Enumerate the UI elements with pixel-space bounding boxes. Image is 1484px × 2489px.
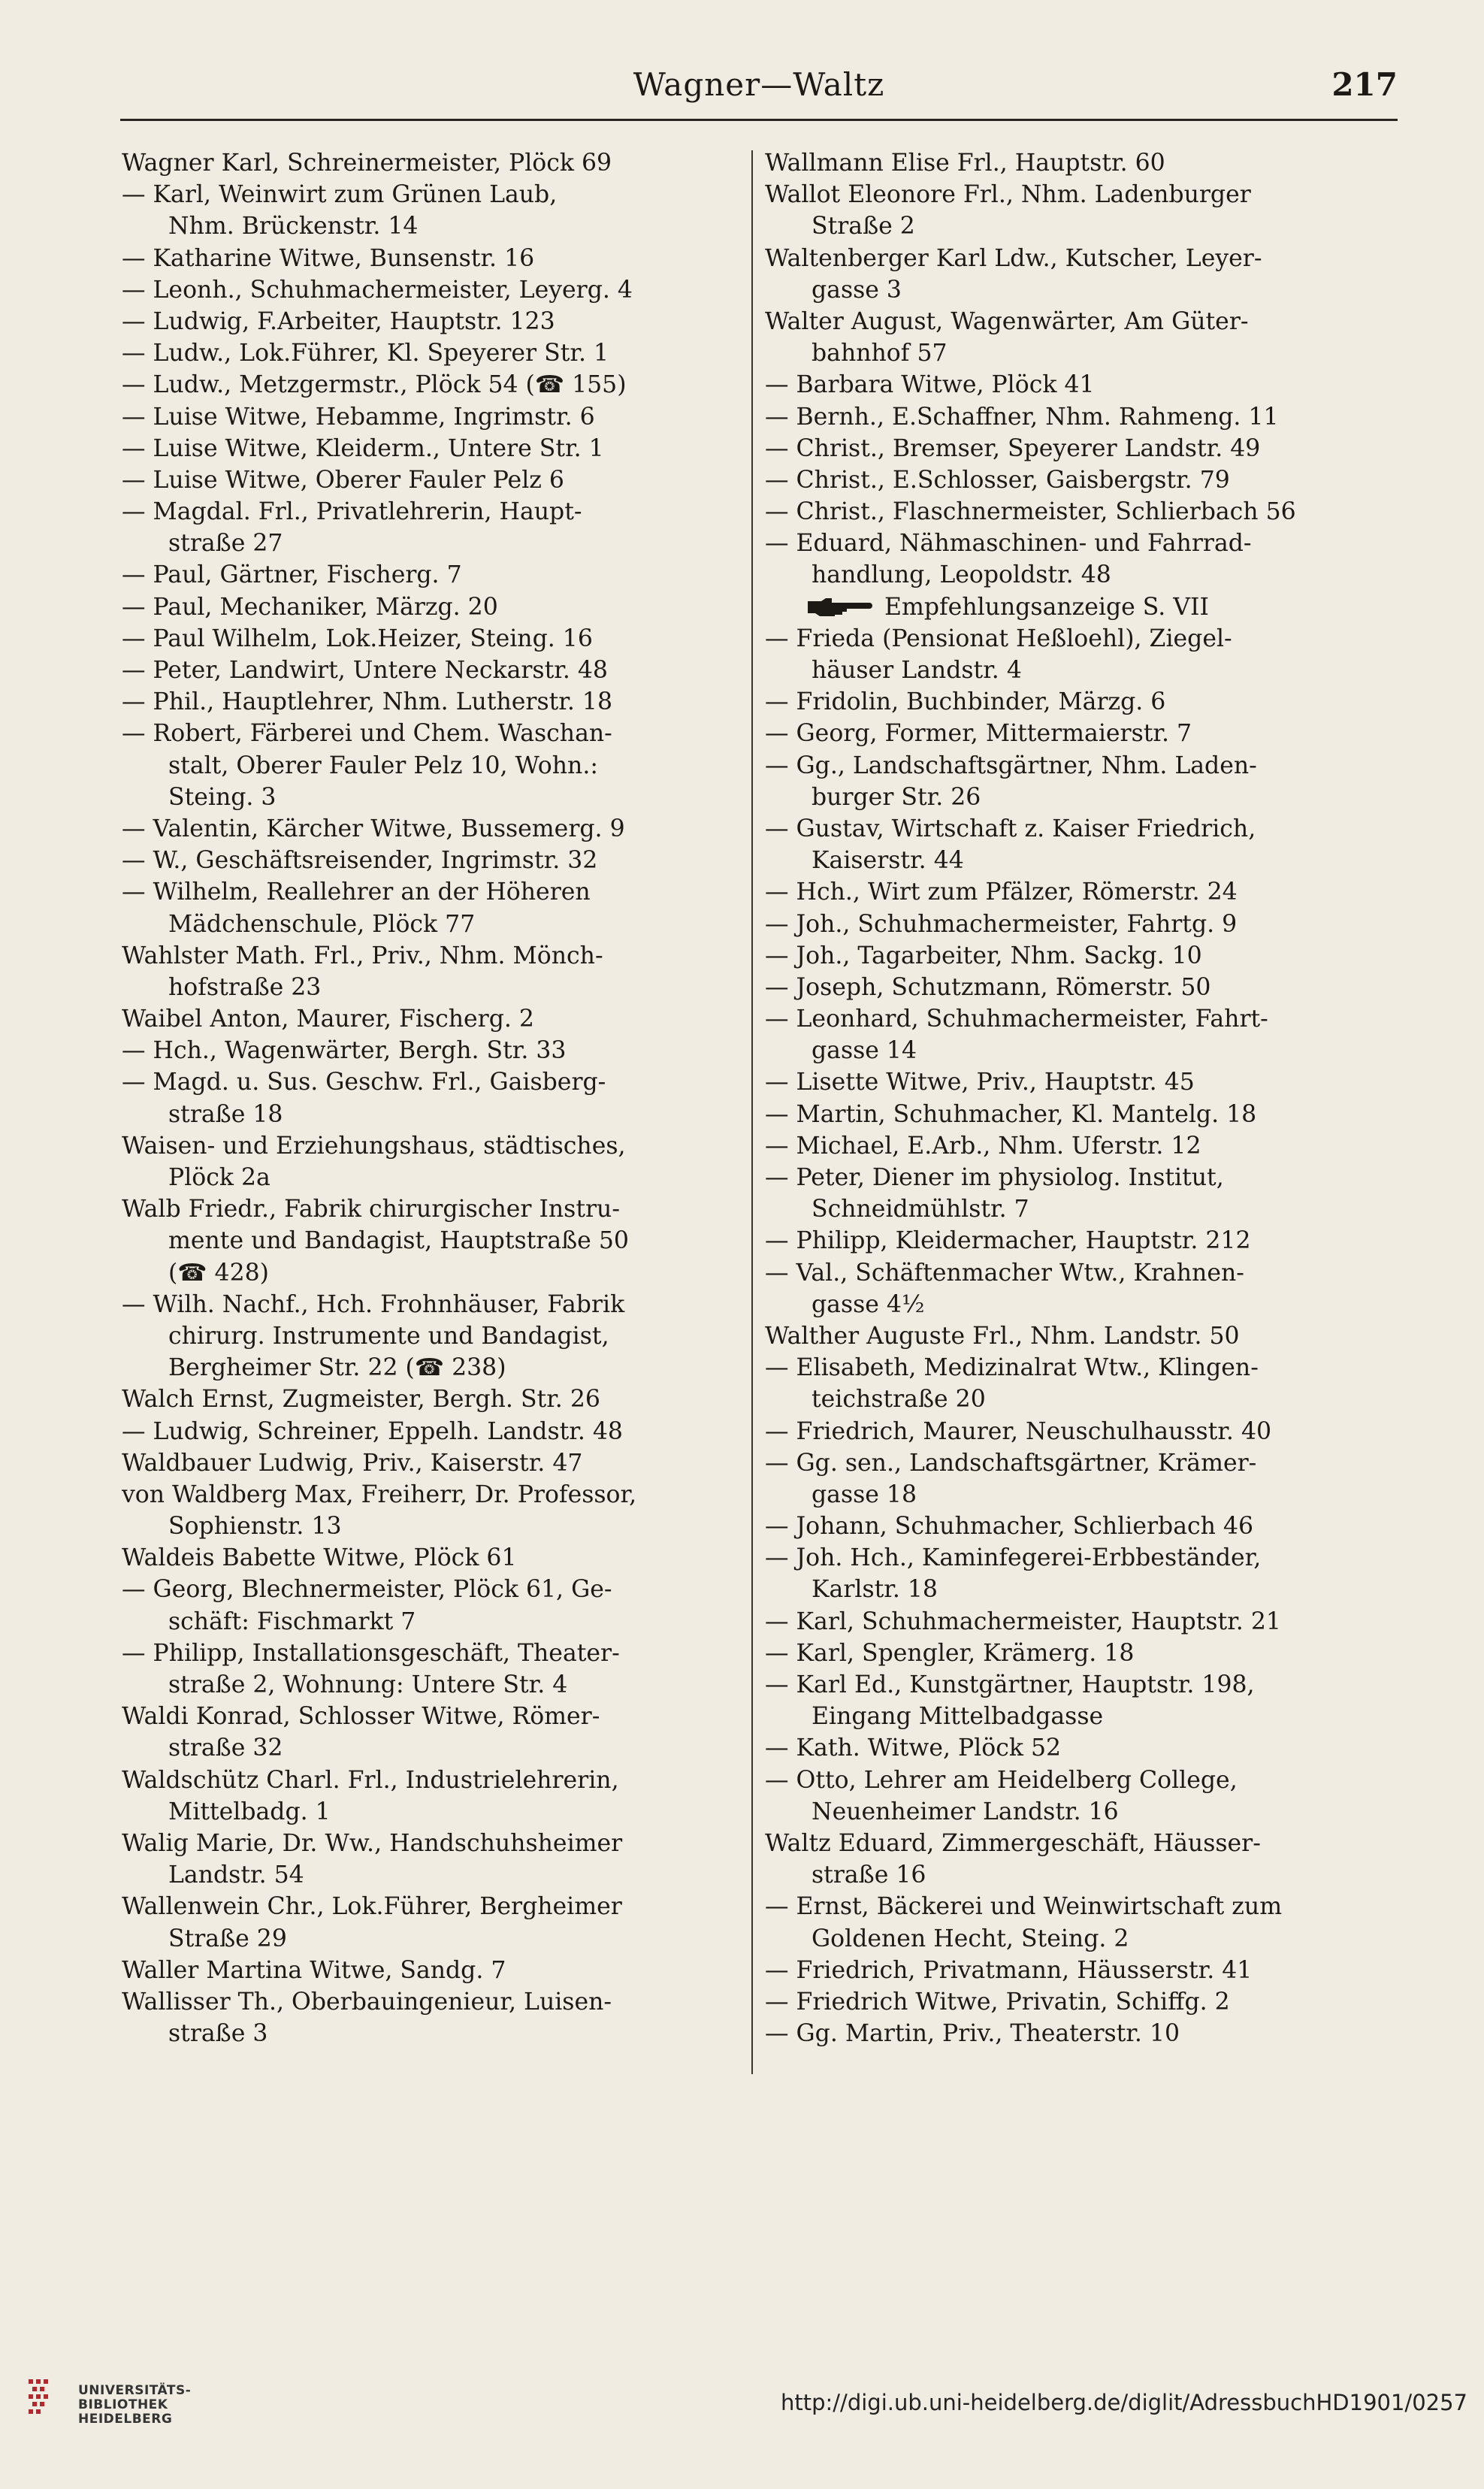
directory-entry-line [122, 528, 723, 559]
directory-entry-line [122, 1511, 723, 1542]
entry-text: Wallmann Elise Frl., Hauptstr. 60 [765, 150, 1165, 177]
directory-entry-line [122, 909, 723, 940]
entry-text: straße 2, Wohnung: Untere Str. 4 [168, 1671, 568, 1698]
directory-entry-line [122, 1099, 723, 1130]
directory-entry-line [122, 1193, 723, 1225]
directory-entry-line [122, 1130, 723, 1162]
entry-text: — Ludwig, F.Arbeiter, Hauptstr. 123 [122, 307, 555, 335]
directory-entry-line [765, 1320, 1366, 1352]
entry-text: mente und Bandagist, Hauptstraße 50 [168, 1227, 629, 1255]
entry-text: — Paul, Gärtner, Fischerg. 7 [122, 561, 462, 589]
entry-text: Mittelbadg. 1 [168, 1798, 331, 1825]
directory-entry-line [765, 782, 1366, 813]
entry-text: stalt, Oberer Fauler Pelz 10, Wohn.: [168, 752, 598, 779]
entry-text: — Hch., Wirt zum Pfälzer, Römerstr. 24 [765, 879, 1238, 906]
directory-entry-line [122, 940, 723, 972]
entry-text: — Johann, Schuhmacher, Schlierbach 46 [765, 1513, 1254, 1541]
entry-text: — Bernh., E.Schaffner, Nhm. Rahmeng. 11 [765, 403, 1279, 431]
entry-text: — Philipp, Kleidermacher, Hauptstr. 212 [765, 1227, 1251, 1255]
entry-text: gasse 14 [812, 1037, 917, 1065]
entry-text: (☎ 428) [168, 1259, 269, 1287]
directory-entry-line [122, 147, 723, 179]
entry-text: — Gg. Martin, Priv., Theaterstr. 10 [765, 2020, 1180, 2048]
entry-text: Wahlster Math. Frl., Priv., Nhm. Mönch- [122, 942, 603, 969]
library-name-line: UNIVERSITÄTS- [78, 2383, 192, 2398]
directory-entry-line [122, 243, 723, 274]
directory-entry-line [765, 750, 1366, 782]
directory-entry-line [765, 1035, 1366, 1066]
directory-entry-line [122, 1859, 723, 1891]
entry-text: — Martin, Schuhmacher, Kl. Mantelg. 18 [765, 1100, 1257, 1128]
entry-text: — Christ., Bremser, Speyerer Landstr. 49 [765, 434, 1261, 462]
entry-text: — Karl Ed., Kunstgärtner, Hauptstr. 198, [765, 1671, 1255, 1698]
column-divider [751, 150, 753, 2074]
entry-text: — Joh. Hch., Kaminfegerei-Erbbeständer, [765, 1544, 1262, 1572]
directory-entry-line [765, 464, 1366, 496]
directory-entry-line [122, 591, 723, 623]
directory-entry-line [122, 401, 723, 433]
advertisement-reference [765, 591, 1366, 623]
directory-entry-line [122, 1066, 723, 1098]
entry-text: — Friedrich, Privatmann, Häusserstr. 41 [765, 1956, 1253, 1984]
entry-text: — Luise Witwe, Hebamme, Ingrimstr. 6 [122, 403, 595, 431]
directory-entry-line [765, 274, 1366, 306]
directory-entry-line [765, 147, 1366, 179]
directory-entry-line [765, 1193, 1366, 1225]
directory-entry-line [765, 1796, 1366, 1828]
directory-entry-line [765, 1130, 1366, 1162]
header-rule [120, 119, 1398, 121]
directory-entry-line [765, 1638, 1366, 1669]
entry-text: — Luise Witwe, Kleiderm., Untere Str. 1 [122, 434, 604, 462]
entry-text: — Frieda (Pensionat Heßloehl), Ziegel- [765, 625, 1232, 652]
directory-entry-line [765, 1447, 1366, 1479]
directory-entry-line [122, 1416, 723, 1447]
entry-text: — Gg. sen., Landschaftsgärtner, Krämer- [765, 1449, 1257, 1477]
entry-text: — Peter, Diener im physiolog. Institut, [765, 1164, 1224, 1191]
directory-entry-line [765, 876, 1366, 908]
directory-entry-line [122, 496, 723, 528]
directory-entry-line [765, 179, 1366, 210]
directory-entry-line [122, 1765, 723, 1796]
entry-text: — Gg., Landschaftsgärtner, Nhm. Laden- [765, 752, 1257, 779]
directory-entry-line [765, 972, 1366, 1003]
entry-text: hofstraße 23 [168, 973, 322, 1001]
entry-text: Walter August, Wagenwärter, Am Güter- [765, 307, 1249, 335]
directory-entry-line [765, 1923, 1366, 1955]
running-title: Wagner—Waltz [633, 66, 885, 103]
directory-entry-line [765, 306, 1366, 337]
directory-entry-line [765, 243, 1366, 274]
entry-text: Wallot Eleonore Frl., Nhm. Ladenburger [765, 181, 1251, 209]
entry-text: — Katharine Witwe, Bunsenstr. 16 [122, 244, 535, 272]
entry-text: — Eduard, Nähmaschinen- und Fahrrad- [765, 530, 1252, 558]
entry-text: — Elisabeth, Medizinalrat Wtw., Klingen- [765, 1354, 1259, 1382]
entry-text: — Joseph, Schutzmann, Römerstr. 50 [765, 973, 1211, 1001]
library-name [78, 2384, 191, 2427]
entry-text: — Paul Wilhelm, Lok.Heizer, Steing. 16 [122, 625, 593, 652]
entry-text: handlung, Leopoldstr. 48 [812, 561, 1111, 589]
directory-entry-line [122, 1003, 723, 1035]
entry-text: Wallisser Th., Oberbauingenieur, Luisen- [122, 1988, 612, 2016]
directory-entry-line [765, 1511, 1366, 1542]
entry-text: von Waldberg Max, Freiherr, Dr. Professor, [122, 1480, 637, 1508]
entry-text: straße 16 [812, 1861, 926, 1889]
library-name-line: HEIDELBERG [78, 2412, 173, 2427]
directory-entry-line [122, 972, 723, 1003]
directory-entry-line [122, 1732, 723, 1764]
directory-entry-line [765, 655, 1366, 686]
directory-entry-line [122, 686, 723, 718]
directory-entry-line [765, 1574, 1366, 1605]
entry-text: — Magdal. Frl., Privatlehrerin, Haupt- [122, 498, 582, 526]
entry-text: Bergheimer Str. 22 (☎ 238) [168, 1354, 506, 1382]
entry-text: Waldschütz Charl. Frl., Industrielehrerin, [122, 1766, 619, 1794]
directory-entry-line [122, 559, 723, 591]
entry-text: chirurg. Instrumente und Bandagist, [168, 1322, 609, 1350]
directory-entry-line [765, 369, 1366, 401]
directory-entry-line [122, 179, 723, 210]
entry-text: — Ernst, Bäckerei und Weinwirtschaft zum [765, 1893, 1283, 1921]
pointing-hand-icon [806, 595, 874, 618]
entry-text: Walch Ernst, Zugmeister, Bergh. Str. 26 [122, 1386, 600, 1414]
entry-text: Waltz Eduard, Zimmergeschäft, Häusser- [765, 1829, 1261, 1857]
directory-entry-line [765, 559, 1366, 591]
entry-text: Goldenen Hecht, Steing. 2 [812, 1925, 1129, 1952]
entry-text: — Michael, E.Arb., Nhm. Uferstr. 12 [765, 1132, 1201, 1160]
entry-text: — Ludwig, Schreiner, Eppelh. Landstr. 48 [122, 1417, 623, 1445]
directory-entry-line [765, 1003, 1366, 1035]
directory-entry-line [122, 1289, 723, 1320]
directory-entry-line [765, 496, 1366, 528]
directory-entry-line [765, 1099, 1366, 1130]
entry-text: — Hch., Wagenwärter, Bergh. Str. 33 [122, 1037, 567, 1065]
source-url-link[interactable]: http://digi.ub.uni-heidelberg.de/diglit/AdressbuchHD1901/0257 [780, 2390, 1467, 2415]
directory-entry-line [122, 750, 723, 782]
entry-text: Empfehlungsanzeige S. VII [884, 593, 1209, 621]
directory-entry-line [122, 1162, 723, 1193]
entry-text: schäft: Fischmarkt 7 [168, 1607, 416, 1635]
directory-entry-line [765, 1066, 1366, 1098]
directory-entry-line [122, 1986, 723, 2018]
entry-text: Wallenwein Chr., Lok.Führer, Bergheimer [122, 1893, 622, 1921]
directory-entry-line [122, 306, 723, 337]
entry-text: — Lisette Witwe, Priv., Hauptstr. 45 [765, 1069, 1195, 1096]
directory-entry-line [765, 1384, 1366, 1415]
entry-text: straße 32 [168, 1734, 283, 1762]
entry-text: — Otto, Lehrer am Heidelberg College, [765, 1766, 1238, 1794]
directory-entry-line [765, 1701, 1366, 1732]
entry-text: — Christ., E.Schlosser, Gaisbergstr. 79 [765, 466, 1230, 494]
entry-text: — W., Geschäftsreisender, Ingrimstr. 32 [122, 847, 598, 875]
entry-text: Karlstr. 18 [812, 1576, 938, 1604]
directory-entry-line [122, 210, 723, 242]
directory-entry-line [765, 1225, 1366, 1257]
entry-text: Plöck 2a [168, 1164, 271, 1191]
directory-entry-line [765, 845, 1366, 876]
directory-entry-line [765, 623, 1366, 655]
entry-text: — Leonhard, Schuhmachermeister, Fahrt- [765, 1006, 1268, 1033]
entry-text: häuser Landstr. 4 [812, 657, 1022, 684]
directory-entry-line [122, 1701, 723, 1732]
library-seal-icon [26, 2375, 71, 2427]
directory-entry-line [765, 1859, 1366, 1891]
directory-entry-line [122, 1479, 723, 1511]
entry-text: Straße 29 [168, 1925, 287, 1952]
entry-text: straße 27 [168, 530, 283, 558]
entry-text: — Friedrich Witwe, Privatin, Schiffg. 2 [765, 1988, 1230, 2016]
directory-entry-line [765, 337, 1366, 369]
directory-entry-line [765, 1352, 1366, 1384]
directory-entry-line [122, 655, 723, 686]
directory-entry-line [765, 1765, 1366, 1796]
directory-entry-line [765, 1669, 1366, 1701]
entry-text: burger Str. 26 [812, 783, 981, 811]
page-number: 217 [1331, 66, 1398, 103]
entry-text: Nhm. Brückenstr. 14 [168, 213, 419, 240]
entry-text: — Kath. Witwe, Plöck 52 [765, 1734, 1062, 1762]
directory-entry-line [765, 1606, 1366, 1638]
right-column [765, 147, 1366, 2049]
entry-text: — Joh., Tagarbeiter, Nhm. Sackg. 10 [765, 942, 1202, 969]
directory-entry-line [122, 1257, 723, 1289]
directory-entry-line [765, 1289, 1366, 1320]
directory-entry-line [122, 433, 723, 464]
entry-text: — Gustav, Wirtschaft z. Kaiser Friedrich, [765, 815, 1256, 842]
entry-text: Landstr. 54 [168, 1861, 304, 1889]
directory-entry-line [122, 845, 723, 876]
entry-text: bahnhof 57 [812, 340, 948, 367]
directory-entry-line [122, 1828, 723, 1859]
directory-entry-line [765, 2018, 1366, 2049]
entry-text: Kaiserstr. 44 [812, 847, 964, 875]
directory-entry-line [765, 718, 1366, 749]
entry-text: straße 3 [168, 2020, 268, 2048]
entry-text: — Karl, Weinwirt zum Grünen Laub, [122, 181, 558, 209]
directory-entry-line [122, 1923, 723, 1955]
directory-entry-line [122, 337, 723, 369]
directory-entry-line [122, 2018, 723, 2049]
directory-entry-line [765, 1986, 1366, 2018]
directory-entry-line [122, 369, 723, 401]
directory-entry-line [122, 1669, 723, 1701]
directory-entry-line [122, 718, 723, 749]
entry-text: — Georg, Former, Mittermaierstr. 7 [765, 720, 1192, 748]
directory-entry-line [122, 1606, 723, 1638]
entry-text: — Phil., Hauptlehrer, Nhm. Lutherstr. 18 [122, 688, 612, 716]
entry-text: Schneidmühlstr. 7 [812, 1196, 1029, 1223]
entry-text: — Peter, Landwirt, Untere Neckarstr. 48 [122, 657, 608, 684]
library-logo[interactable] [26, 2375, 251, 2465]
directory-entry-line [765, 210, 1366, 242]
entry-text: — Barbara Witwe, Plöck 41 [765, 371, 1095, 399]
entry-text: — Luise Witwe, Oberer Fauler Pelz 6 [122, 466, 564, 494]
entry-text: — Robert, Färberei und Chem. Waschan- [122, 720, 612, 748]
entry-text: Waldeis Babette Witwe, Plöck 61 [122, 1544, 517, 1572]
directory-entry-line [765, 1162, 1366, 1193]
entry-text: gasse 18 [812, 1480, 917, 1508]
directory-entry-line [122, 813, 723, 845]
entry-text: Steing. 3 [168, 783, 277, 811]
directory-entry-line [765, 940, 1366, 972]
directory-entry-line [765, 1891, 1366, 1922]
entry-text: Wagner Karl, Schreinermeister, Plöck 69 [122, 150, 612, 177]
entry-text: Walb Friedr., Fabrik chirurgischer Instru- [122, 1196, 620, 1223]
entry-text: straße 18 [168, 1100, 283, 1128]
entry-text: — Val., Schäftenmacher Wtw., Krahnen- [765, 1259, 1244, 1287]
entry-text: Waldbauer Ludwig, Priv., Kaiserstr. 47 [122, 1449, 583, 1477]
directory-entry-line [122, 464, 723, 496]
left-column [122, 147, 723, 2049]
entry-text: Mädchenschule, Plöck 77 [168, 910, 476, 938]
entry-text: — Joh., Schuhmachermeister, Fahrtg. 9 [765, 910, 1238, 938]
page-header [120, 60, 1398, 114]
entry-text: Walther Auguste Frl., Nhm. Landstr. 50 [765, 1322, 1240, 1350]
directory-entry-line [122, 1574, 723, 1605]
entry-text: Walig Marie, Dr. Ww., Handschuhsheimer [122, 1829, 623, 1857]
directory-entry-line [765, 1828, 1366, 1859]
entry-text: — Ludw., Lok.Führer, Kl. Speyerer Str. 1 [122, 340, 609, 367]
directory-entry-line [122, 782, 723, 813]
directory-entry-line [765, 686, 1366, 718]
entry-text: — Wilhelm, Reallehrer an der Höheren [122, 879, 591, 906]
entry-text: — Wilh. Nachf., Hch. Frohnhäuser, Fabrik [122, 1290, 625, 1318]
entry-text: — Leonh., Schuhmachermeister, Leyerg. 4 [122, 276, 633, 304]
directory-entry-line [765, 909, 1366, 940]
library-name-line: BIBLIOTHEK [78, 2397, 168, 2412]
entry-text: — Christ., Flaschnermeister, Schlierbach 56 [765, 498, 1296, 526]
entry-text: Waibel Anton, Maurer, Fischerg. 2 [122, 1006, 534, 1033]
directory-entry-line [122, 1638, 723, 1669]
directory-entry-line [122, 274, 723, 306]
entry-text: gasse 3 [812, 276, 902, 304]
directory-entry-line [122, 1384, 723, 1415]
directory-entry-line [765, 433, 1366, 464]
directory-entry-line [122, 1320, 723, 1352]
entry-text: Waltenberger Karl Ldw., Kutscher, Leyer- [765, 244, 1262, 272]
entry-text: — Karl, Spengler, Krämerg. 18 [765, 1639, 1135, 1667]
directory-entry-line [765, 528, 1366, 559]
entry-text: Eingang Mittelbadgasse [812, 1703, 1104, 1731]
entry-text: — Ludw., Metzgermstr., Plöck 54 (☎ 155) [122, 371, 627, 399]
directory-entry-line [122, 1891, 723, 1922]
entry-text: — Philipp, Installationsgeschäft, Theater- [122, 1639, 620, 1667]
directory-entry-line [122, 1796, 723, 1828]
entry-text: — Georg, Blechnermeister, Plöck 61, Ge- [122, 1576, 612, 1604]
directory-entry-line [765, 813, 1366, 845]
directory-entry-line [122, 876, 723, 908]
entry-text: — Magd. u. Sus. Geschw. Frl., Gaisberg- [122, 1069, 606, 1096]
entry-text: teichstraße 20 [812, 1386, 986, 1414]
directory-entry-line [765, 1257, 1366, 1289]
entry-text: — Paul, Mechaniker, Märzg. 20 [122, 593, 498, 621]
directory-entry-line [122, 1955, 723, 1986]
directory-entry-line [765, 1955, 1366, 1986]
entry-text: Waldi Konrad, Schlosser Witwe, Römer- [122, 1703, 600, 1731]
directory-entry-line [765, 1416, 1366, 1447]
entry-text: Waller Martina Witwe, Sandg. 7 [122, 1956, 506, 1984]
directory-entry-line [122, 1352, 723, 1384]
entry-text: Neuenheimer Landstr. 16 [812, 1798, 1119, 1825]
entry-text: — Karl, Schuhmachermeister, Hauptstr. 21 [765, 1607, 1281, 1635]
entry-text: Sophienstr. 13 [168, 1513, 342, 1541]
directory-entry-line [765, 1542, 1366, 1574]
directory-entry-line [122, 1447, 723, 1479]
entry-text: — Friedrich, Maurer, Neuschulhausstr. 40 [765, 1417, 1272, 1445]
entry-text: Straße 2 [812, 213, 915, 240]
entry-text: Waisen- und Erziehungshaus, städtisches, [122, 1132, 626, 1160]
directory-entry-line [765, 1732, 1366, 1764]
directory-entry-line [122, 623, 723, 655]
footer [0, 2360, 1484, 2489]
directory-entry-line [122, 1035, 723, 1066]
entry-text: — Fridolin, Buchbinder, Märzg. 6 [765, 688, 1166, 716]
entry-text: gasse 4½ [812, 1290, 925, 1318]
directory-entry-line [122, 1542, 723, 1574]
directory-entry-line [122, 1225, 723, 1257]
entry-text: — Valentin, Kärcher Witwe, Bussemerg. 9 [122, 815, 625, 842]
directory-entry-line [765, 401, 1366, 433]
directory-entry-line [765, 1479, 1366, 1511]
